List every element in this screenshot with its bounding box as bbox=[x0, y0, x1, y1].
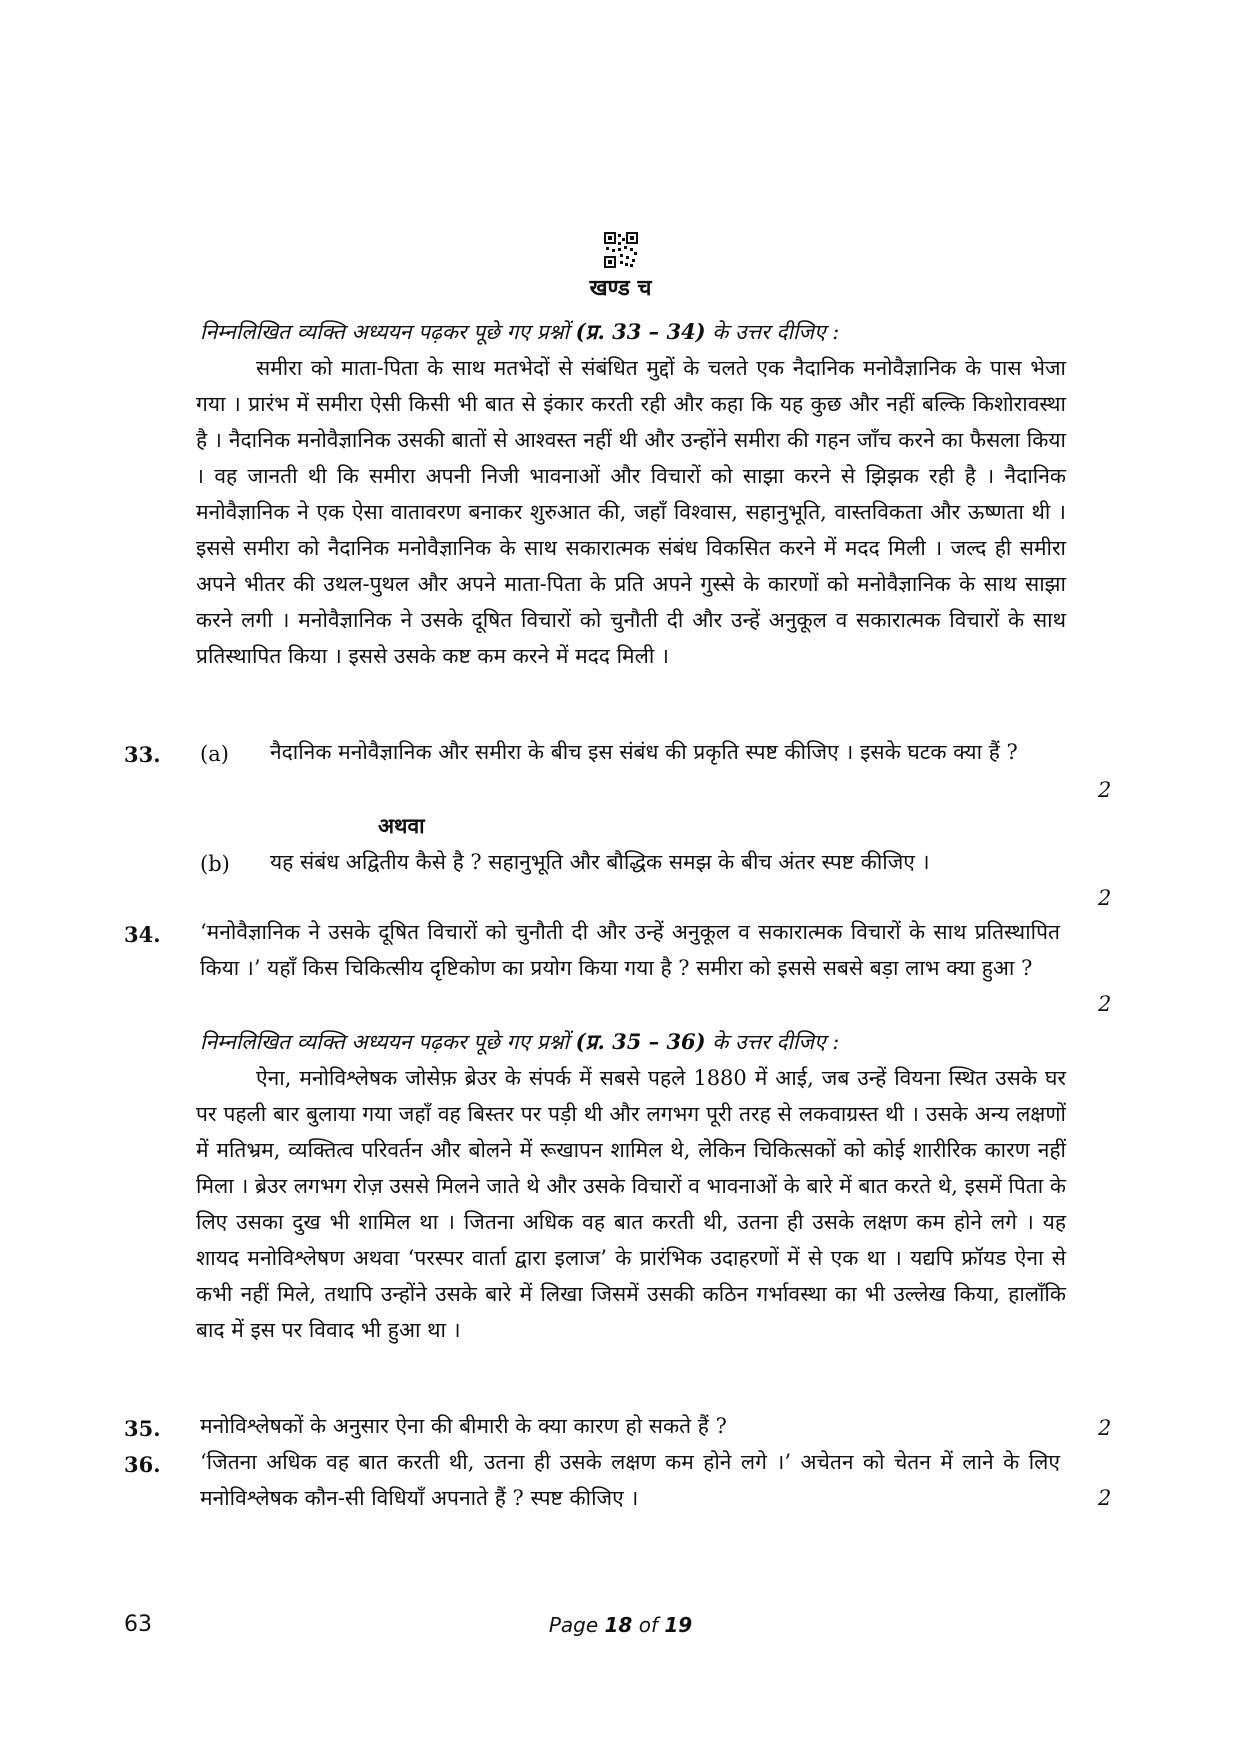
marks: 2 bbox=[1098, 1486, 1112, 1510]
option-label: (b) bbox=[200, 852, 230, 876]
instruction-text: के उत्तर दीजिए : bbox=[705, 1030, 840, 1054]
question-text: ‘मनोवैज्ञानिक ने उसके दूषित विचारों को चुनौती दी और उन्हें अनुकूल व सकारात्मक विचारों के साथ प्रतिस्थापित किया ।’ यहाँ किस चिकित्सीय दृष्टिकोण का प्रयोग किया गया है ? समीरा को इससे सबसे बड़ा लाभ क्या हुआ ? bbox=[200, 920, 1060, 980]
question-number: 36. bbox=[124, 1452, 161, 1477]
instruction-text: निम्नलिखित व्यक्ति अध्ययन पढ़कर पूछे गए प्रश्नों bbox=[200, 320, 576, 344]
question-range: (प्र. 35 – 36) bbox=[575, 1029, 706, 1054]
question-range: (प्र. 33 – 34) bbox=[575, 319, 706, 344]
question-number: 34. bbox=[124, 922, 161, 947]
marks: 2 bbox=[1098, 886, 1112, 910]
marks: 2 bbox=[1098, 1416, 1112, 1440]
qr-code-icon bbox=[604, 232, 638, 268]
section-title: खण्ड च bbox=[589, 275, 652, 301]
question-text: नैदानिक मनोवैज्ञानिक और समीरा के बीच इस संबंध की प्रकृति स्पष्ट कीजिए । इसके घटक क्या हैं ? bbox=[270, 740, 1018, 764]
paper-code: 63 bbox=[124, 1612, 152, 1637]
question-number: 35. bbox=[124, 1416, 161, 1441]
instruction-text: के उत्तर दीजिए : bbox=[705, 320, 840, 344]
or-label: अथवा bbox=[378, 813, 425, 838]
page-number: Page 18 of 19 bbox=[548, 1613, 693, 1637]
marks: 2 bbox=[1098, 778, 1112, 802]
case-instruction-2 bbox=[200, 1028, 1060, 1056]
case-study-passage-1: समीरा को माता-पिता के साथ मतभेदों से संबंधित मुद्दों के चलते एक नैदानिक मनोवैज्ञानिक के पास भेजा गया । प्रारंभ में समीरा ऐसी किसी भी बात से इंकार करती रही और कहा कि यह कुछ और नहीं बल्कि किशोरावस्था है । नैदानिक मनोवैज्ञानिक उसकी बातों से आश्वस्त नहीं थी और उन्होंने समीरा की गहन जाँच करने का फैसला किया । वह जानती थी कि समीरा अपनी निजी भावनाओं और विचारों को साझा करने से झिझक रही है । नैदानिक मनोवैज्ञानिक ने एक ऐसा वातावरण बनाकर शुरुआत की, जहाँ विश्वास, सहानुभूति, वास्तविकता और ऊष्णता थी । इससे समीरा को नैदानिक मनोवैज्ञानिक के साथ सकारात्मक संबंध विकसित करने में मदद मिली । जल्द ही समीरा अपने भीतर की उथल-पुथल और अपने माता-पिता के प्रति अपने गुस्से के कारणों को मनोवैज्ञानिक के साथ साझा करने लगी । मनोवैज्ञानिक ने उसके दूषित विचारों को चुनौती दी और उन्हें अनुकूल व सकारात्मक विचारों के साथ प्रतिस्थापित किया । इससे उसके कष्ट कम करने में मदद मिली । bbox=[196, 356, 1066, 668]
question-text: मनोविश्लेषकों के अनुसार ऐना की बीमारी के क्या कारण हो सकते हैं ? bbox=[200, 1414, 727, 1438]
option-label: (a) bbox=[200, 742, 229, 766]
question-number: 33. bbox=[124, 742, 161, 767]
case-instruction-1 bbox=[200, 318, 1060, 346]
instruction-text: निम्नलिखित व्यक्ति अध्ययन पढ़कर पूछे गए प्रश्नों bbox=[200, 1030, 576, 1054]
marks: 2 bbox=[1098, 992, 1112, 1016]
question-text: यह संबंध अद्वितीय कैसे है ? सहानुभूति और बौद्धिक समझ के बीच अंतर स्पष्ट कीजिए । bbox=[270, 850, 930, 874]
question-text: ‘जितना अधिक वह बात करती थी, उतना ही उसके लक्षण कम होने लगे ।’ अचेतन को चेतन में लाने के लिए मनोविश्लेषक कौन-सी विधियाँ अपनाते हैं ? स्पष्ट कीजिए । bbox=[200, 1450, 1060, 1510]
case-study-passage-2: ऐना, मनोविश्लेषक जोसेफ़ ब्रेउर के संपर्क में सबसे पहले 1880 में आई, जब उन्हें वियना स्थित उसके घर पर पहली बार बुलाया गया जहाँ वह बिस्तर पर पड़ी थी और लगभग पूरी तरह से लकवाग्रस्त थी । उसके अन्य लक्षणों में मतिभ्रम, व्यक्तित्व परिवर्तन और बोलने में रूखापन शामिल थे, लेकिन चिकित्सकों को कोई शारीरिक कारण नहीं मिला । ब्रेउर लगभग रोज़ उससे मिलने जाते थे और उसके विचारों व भावनाओं के बारे में बात करते थे, इसमें पिता के लिए उसका दुख भी शामिल था । जितना अधिक वह बात करती थी, उतना ही उसके लक्षण कम होने लगे । यह शायद मनोविश्लेषण अथवा ‘परस्पर वार्ता द्वारा इलाज’ के प्रारंभिक उदाहरणों में से एक था । यद्यपि फ्रॉयड ऐना से कभी नहीं मिले, तथापि उन्होंने उसके बारे में लिखा जिसमें उसकी कठिन गर्भावस्था का भी उल्लेख किया, हालाँकि बाद में इस पर विवाद भी हुआ था । bbox=[196, 1066, 1066, 1342]
